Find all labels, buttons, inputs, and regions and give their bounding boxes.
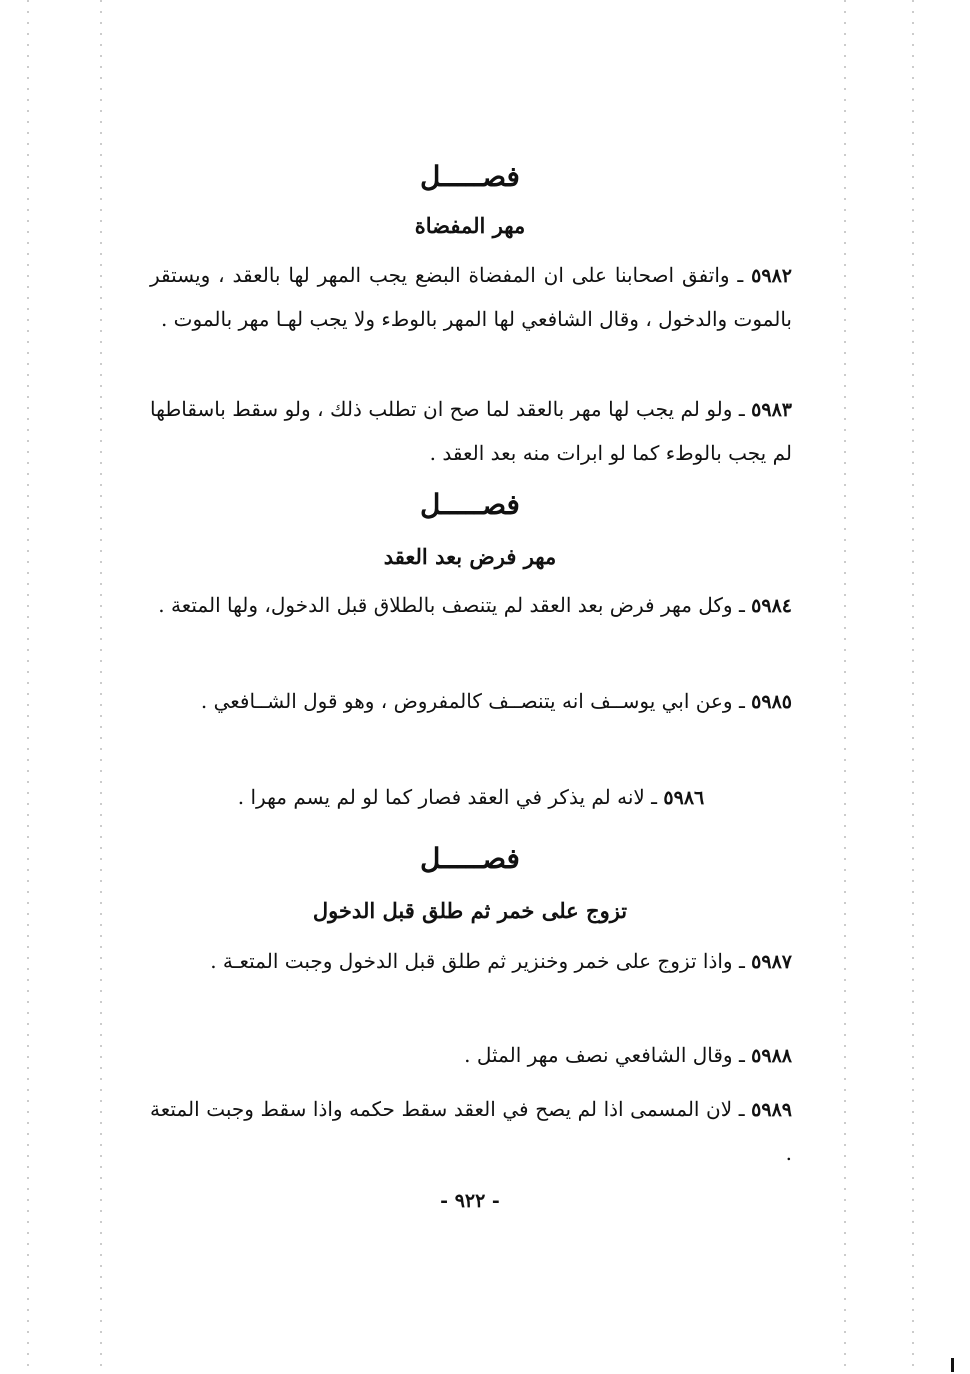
- paragraph-text: ـ واذا تزوج على خمر وخنزير ثم طلق قبل الدخول وجبت المتعـة .: [210, 949, 752, 973]
- page-number: - ٩٢٢ -: [440, 1190, 500, 1212]
- paragraph-number: ٥٩٨٩: [751, 1099, 792, 1121]
- paragraph-5987: [150, 940, 792, 984]
- paragraph-text: ـ لانه لم يذكر في العقد فصار كما لو لم يسم مهرا .: [237, 785, 664, 809]
- section-1-heading: فصـــــل: [420, 160, 520, 193]
- paragraph-text: ـ واتفق اصحابنا على ان المفضاة البضع يجب المهر لها بالعقد ، ويستقر بالموت والدخول ، وقال الشافعي لها المهر بالوطء ولا يجب لهـا مهر بالموت .: [150, 263, 792, 331]
- paragraph-5986: [150, 776, 792, 820]
- paragraph-5984: [150, 584, 792, 628]
- paragraph-text: ـ وعن ابي يوســف انه يتنصــف كالمفروض ، وهو قول الشــافعي .: [200, 689, 752, 713]
- paragraph-number: ٥٩٨٦: [663, 787, 705, 809]
- paragraph-number: ٥٩٨٨: [751, 1045, 792, 1067]
- section-3-title: تزوج على خمر ثم طلق قبل الدخول: [312, 898, 628, 923]
- scan-edge-mark: [951, 1358, 954, 1372]
- section-3-heading: فصـــــل: [420, 842, 520, 875]
- paragraph-text: ـ وكل مهر فرض بعد العقد لم يتنصف بالطلاق قبل الدخول، ولها المتعة .: [158, 593, 752, 617]
- section-2-heading: فصـــــل: [420, 488, 520, 521]
- paragraph-5985: [150, 680, 792, 724]
- section-1-title: مهر المفضاة: [414, 213, 526, 238]
- paragraph-number: ٥٩٨٢: [751, 265, 792, 287]
- paragraph-number: ٥٩٨٣: [751, 399, 792, 421]
- paragraph-5982: [150, 254, 792, 341]
- section-2-title: مهر فرض بعد العقد: [383, 544, 557, 569]
- paragraph-number: ٥٩٨٧: [751, 951, 792, 973]
- paragraph-text: ـ وقال الشافعي نصف مهر المثل .: [464, 1043, 752, 1067]
- paragraph-5989: [150, 1088, 792, 1175]
- paragraph-5988: [150, 1034, 792, 1078]
- paragraph-number: ٥٩٨٤: [751, 595, 792, 617]
- paragraph-text: ـ لان المسمى اذا لم يصح في العقد سقط حكمه واذا سقط وجبت المتعة .: [150, 1097, 792, 1165]
- paragraph-5983: [150, 388, 792, 475]
- paragraph-number: ٥٩٨٥: [751, 691, 792, 713]
- paragraph-text: ـ ولو لم يجب لها مهر بالعقد لما صح ان تطلب ذلك ، ولو سقط باسقاطها لم يجب بالوطء كما لو ابرات منه بعد العقد .: [150, 397, 792, 465]
